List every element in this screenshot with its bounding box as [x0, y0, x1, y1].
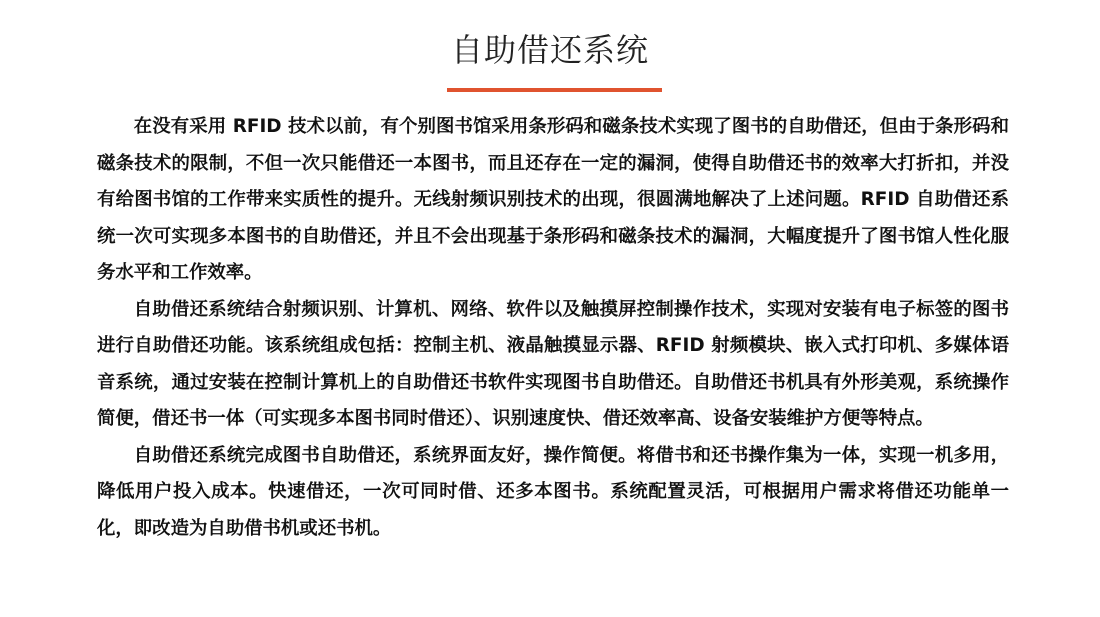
paragraph-components: 自助借还系统结合射频识别、计算机、网络、软件以及触摸屏控制操作技术，实现对安装有电子标签的图书进行自助借还功能。该系统组成包括：控制主机、液晶触摸显示器、RFID 射频模块、嵌入式打印机、多媒体语音系统，通过安装在控制计算机上的自助借还书软件实现图书自助借还。自助借还书机具有外形美观，系统操作简便，借还书一体（可实现多本图书同时借还）、识别速度快、借还效率高、设备安装维护方便等特点。	[97, 298, 1009, 429]
page-title: 自助借还系统	[450, 31, 649, 69]
paragraph-intro: 在没有采用 RFID 技术以前，有个别图书馆采用条形码和磁条技术实现了图书的自助借还，但由于条形码和磁条技术的限制，不但一次只能借还一本图书，而且还存在一定的漏洞，使得自助借还书的效率大打折扣，并没有给图书馆的工作带来实质性的提升。无线射频识别技术的出现，很圆满地解决了上述问题。RFID 自助借还系统一次可实现多本图书的自助借还，并且不会出现基于条形码和磁条技术的漏洞，大幅度提升了图书馆人性化服务水平和工作效率。	[97, 116, 1009, 283]
title-container	[0, 28, 1100, 72]
paragraph-features: 自助借还系统完成图书自助借还，系统界面友好，操作简便。将借书和还书操作集为一体，实现一机多用，降低用户投入成本。快速借还，一次可同时借、还多本图书。系统配置灵活，可根据用户需求将借还功能单一化，即改造为自助借书机或还书机。	[97, 444, 1009, 539]
article-body	[97, 109, 1009, 547]
title-underline	[447, 88, 662, 92]
